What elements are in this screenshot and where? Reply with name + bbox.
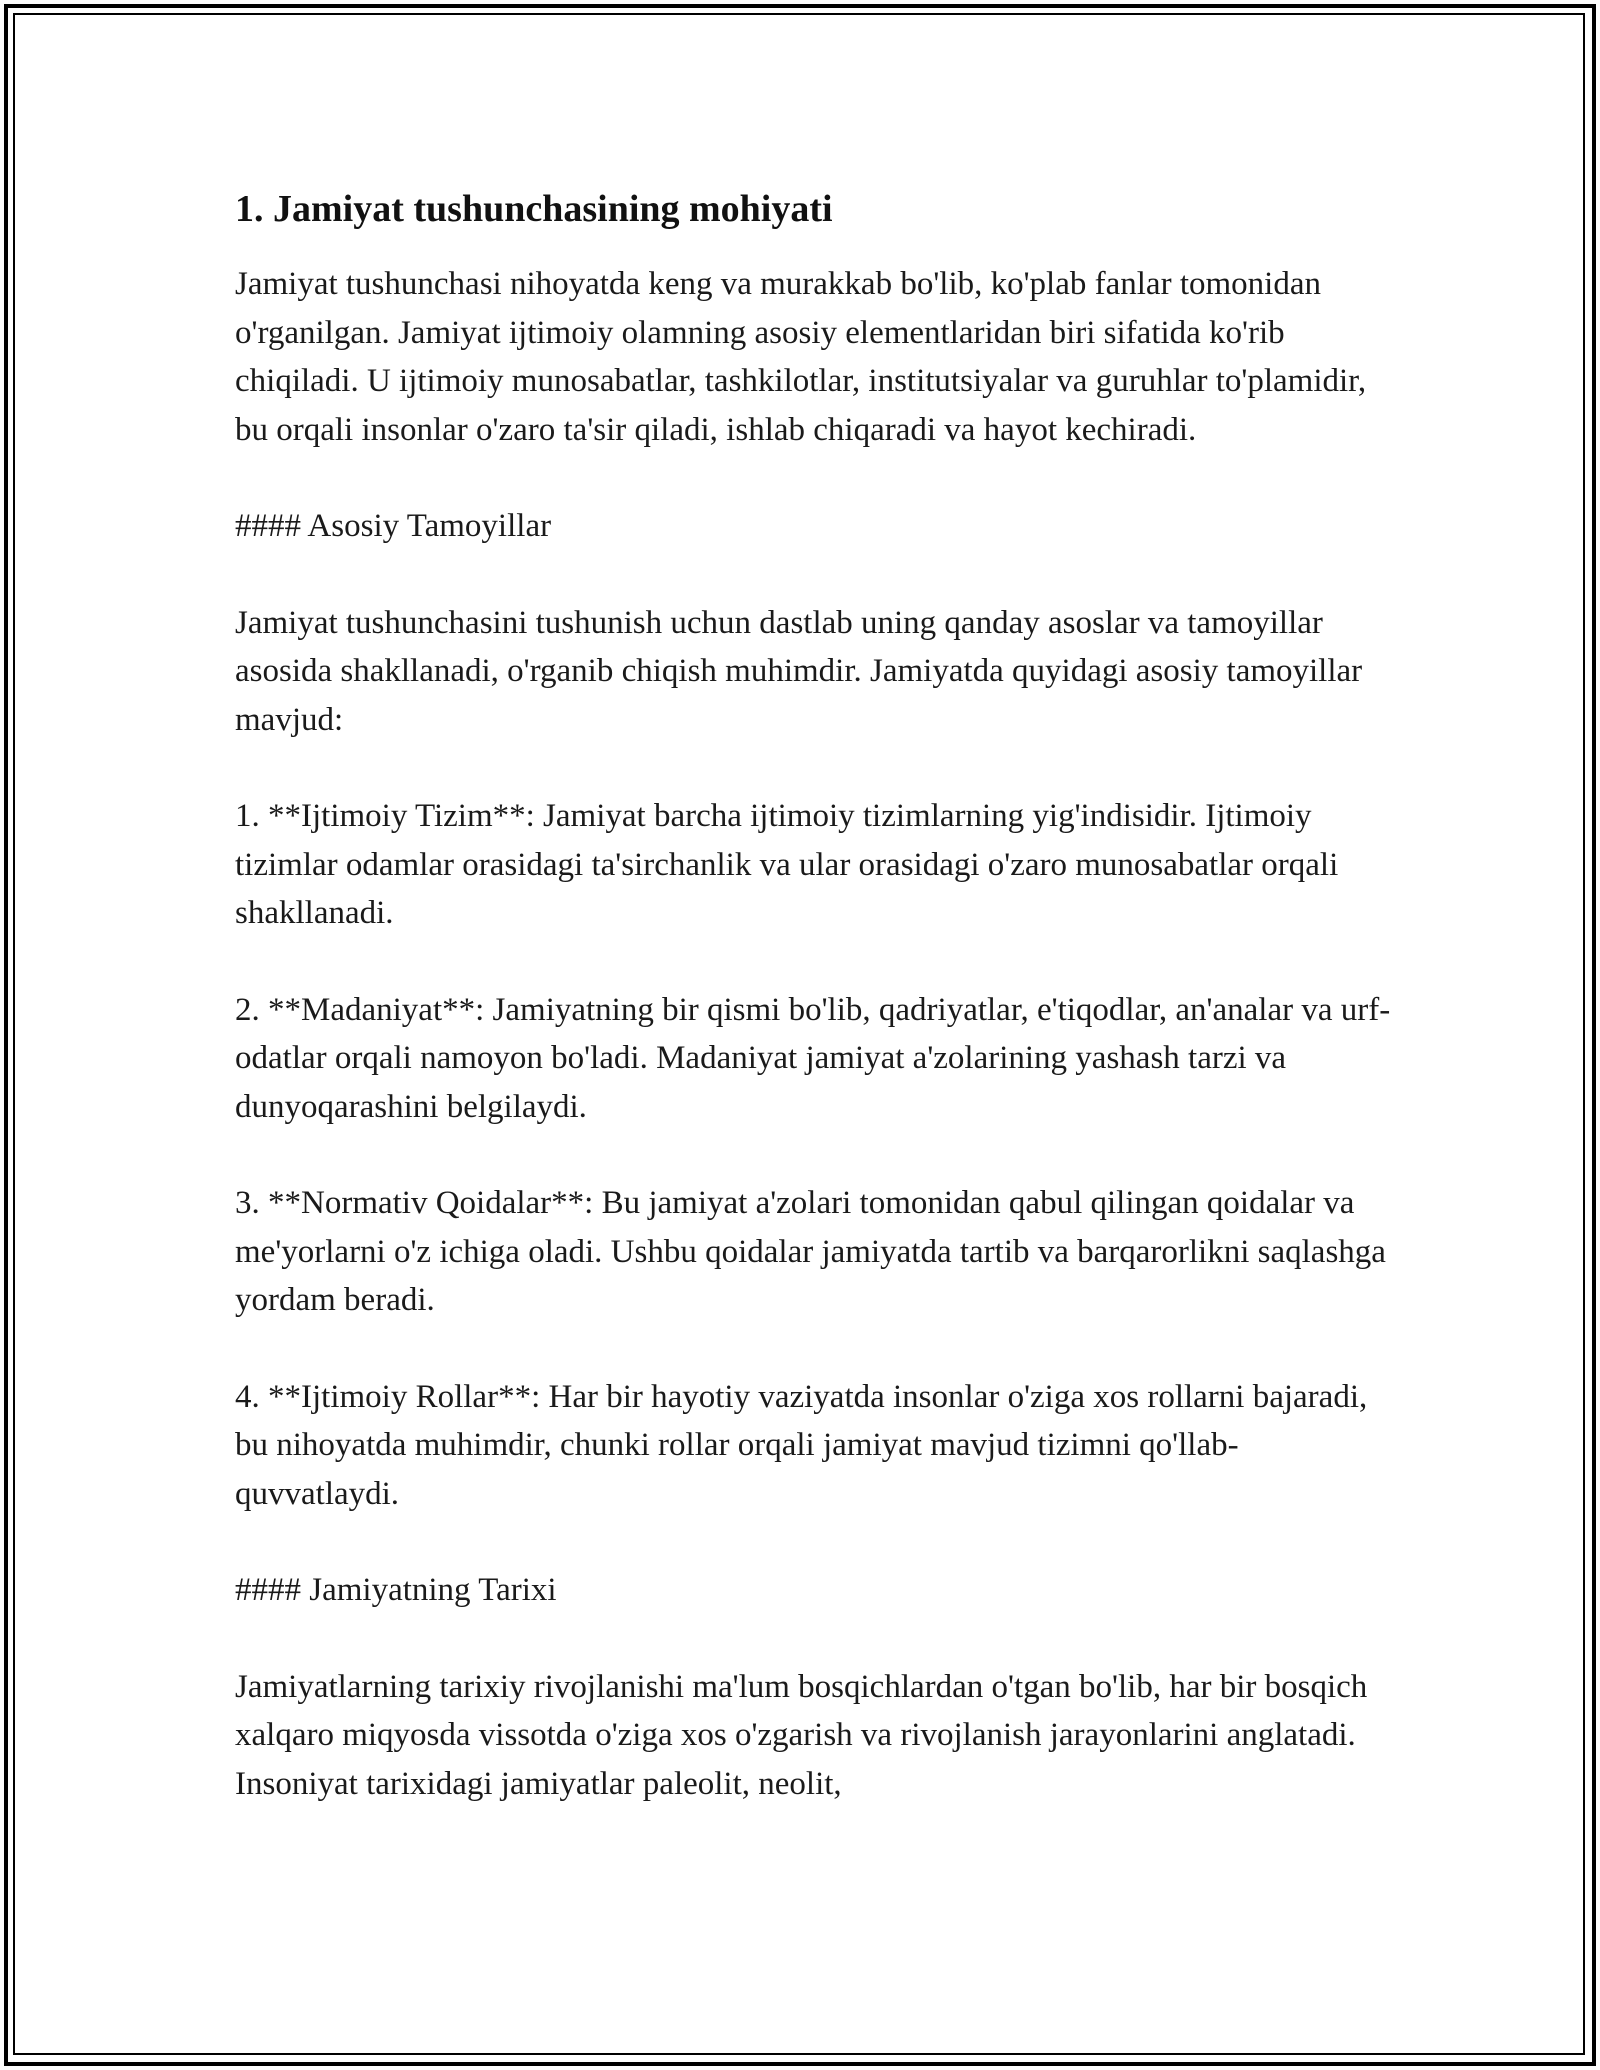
principle-item-3: 3. **Normativ Qoidalar**: Bu jamiyat a'zolari tomonidan qabul qilingan qoidalar va me'yorlarni o'z ichiga oladi. Ushbu qoidalar jamiyatda tartib va barqarorlikni saqlashga yordam beradi. (235, 1185, 1386, 1319)
intro-paragraph: Jamiyat tushunchasi nihoyatda keng va murakkab bo'lib, ko'plab fanlar tomonidan o'rganilgan. Jamiyat ijtimoiy olamning asosiy elementlaridan biri sifatida ko'rib chiqiladi. U ijtimoiy munosabatlar, tashkilotlar, institutsiyalar va guruhlar to'plamidir, bu orqali insonlar o'zaro ta'sir qiladi, ishlab chiqaradi va hayot kechiradi. (235, 266, 1367, 448)
principles-intro-paragraph: Jamiyat tushunchasini tushunish uchun dastlab uning qanday asoslar va tamoyillar asosida shakllanadi, o'rganib chiqish muhimdir. Jamiyatda quyidagi asosiy tamoyillar mavjud: (235, 604, 1363, 738)
principle-item-2: 2. **Madaniyat**: Jamiyatning bir qismi bo'lib, qadriyatlar, e'tiqodlar, an'analar va urf-odatlar orqali namoyon bo'ladi. Madaniyat jamiyat a'zolarining yashash tarzi va dunyoqarashini belgilaydi. (235, 991, 1391, 1125)
section-title: 1. Jamiyat tushunchasining mohiyati (235, 188, 833, 230)
subheading-jamiyatning-tarixi: #### Jamiyatning Tarixi (235, 1572, 557, 1609)
principle-item-1: 1. **Ijtimoiy Tizim**: Jamiyat barcha ijtimoiy tizimlarning yig'indisidir. Ijtimoiy tizimlar odamlar orasidagi ta'sirchanlik va ular orasidagi o'zaro munosabatlar orqali shakllanadi. (235, 798, 1339, 932)
principle-item-4: 4. **Ijtimoiy Rollar**: Har bir hayotiy vaziyatda insonlar o'ziga xos rollarni bajaradi, bu nihoyatda muhimdir, chunki rollar orqali jamiyat mavjud tizimni qo'llab-quvvatlaydi. (235, 1378, 1368, 1512)
subheading-asosiy-tamoyillar: #### Asosiy Tamoyillar (235, 508, 552, 545)
history-paragraph: Jamiyatlarning tarixiy rivojlanishi ma'lum bosqichlardan o'tgan bo'lib, har bir bosqich xalqaro miqyosda vissotda o'ziga xos o'zgarish va rivojlanish jarayonlarini anglatadi. Insoniyat tarixidagi jamiyatlar paleolit, neolit, (235, 1668, 1368, 1802)
document-page (235, 185, 1395, 1856)
